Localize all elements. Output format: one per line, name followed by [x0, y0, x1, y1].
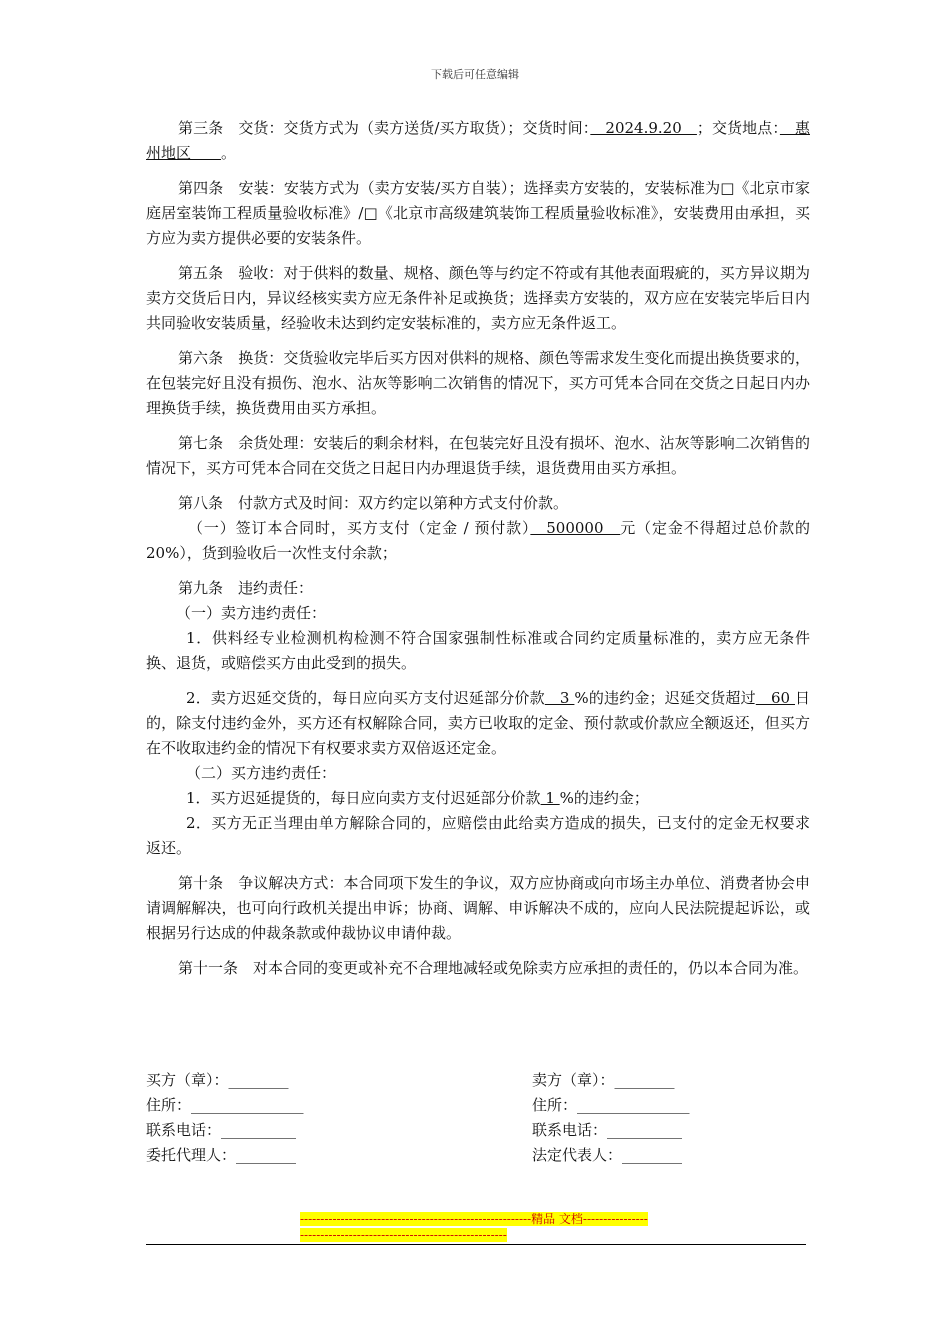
seller-rep-line: 法定代表人：________ — [532, 1146, 683, 1164]
seller-seal-line: 卖方（章）：________ — [532, 1071, 675, 1089]
art9-s2-a: 2．卖方迟延交货的，每日应向买方支付迟延部分价款 — [186, 689, 545, 707]
seller-phone-line: 联系电话：__________ — [532, 1121, 683, 1139]
contract-body — [146, 116, 810, 991]
watermark-footer — [300, 1211, 650, 1243]
article-8-1 — [146, 516, 810, 566]
art8-1-suffix: 元（定金不得超过总价款的20%），货到验收后一次性支付余款； — [146, 519, 810, 562]
article-9-buyer-2: 2．买方无正当理由单方解除合同的，应赔偿由此给卖方造成的损失，已支付的定金无权要求返还。 — [146, 814, 810, 857]
article-7: 第七条 余货处理：安装后的剩余材料，在包装完好且没有损坏、泡水、沾灰等影响二次销售的情况下，买方可凭本合同在交货之日起日内办理退货手续，退货费用由买方承担。 — [146, 434, 810, 477]
article-5: 第五条 验收：对于供料的数量、规格、颜色等与约定不符或有其他表面瑕疵的，买方异议期为卖方交货后日内，异议经核实卖方应无条件补足或换货；选择卖方安装的，双方应在安装完毕后日内共同验收安装质量，经验收未达到约定安装标准的，卖方应无条件返工。 — [146, 264, 810, 332]
footer-text: ---------------------------------------------------------精品 文档------------------------------------------------------------------- — [300, 1212, 648, 1242]
seller-address-line: 住所：_______________ — [532, 1096, 690, 1114]
article-10: 第十条 争议解决方式：本合同项下发生的争议，双方应协商或向市场主办单位、消费者协会申请调解解决，也可向行政机关提出申诉；协商、调解、申诉解决不成的，应向人民法院提起诉讼，或根据另行达成的仲裁条款或仲裁协议申请仲裁。 — [146, 874, 810, 942]
article-9-seller-1: 1．供料经专业检测机构检测不符合国家强制性标准或合同约定质量标准的，卖方应无条件换、退货，或赔偿买方由此受到的损失。 — [146, 629, 810, 672]
signature-block — [146, 1068, 810, 1168]
art8-1-text: （一）签订本合同时，买方支付（定金 / 预付款） — [188, 519, 531, 537]
article-9-seller-2 — [146, 686, 810, 761]
art3-mid: ；交货地点： — [696, 119, 780, 137]
art3-end: 。 — [221, 144, 237, 162]
buyer-address-line: 住所：_______________ — [146, 1096, 304, 1114]
art9-s2-b: %的违约金；迟延交货超过 — [574, 689, 756, 707]
art9-s2-c: 日的，除支付违约金外，买方还有权解除合同，卖方已收取的定金、预付款或价款应全额返还，但买方在不收取违约金的情况下有权要求卖方双倍返还定金。 — [146, 689, 811, 757]
article-9-seller: （一）卖方违约责任： — [176, 604, 327, 622]
delivery-date: 2024.9.20 — [590, 119, 697, 137]
buyer-agent-line: 委托代理人：________ — [146, 1146, 297, 1164]
buyer-seal-line: 买方（章）：________ — [146, 1071, 289, 1089]
seller-penalty-rate: 3 — [544, 689, 575, 707]
delivery-place: 惠州地区 — [146, 119, 810, 162]
art3-text: 第三条 交货：交货方式为（卖方送货/买方取货）；交货时间： — [178, 119, 591, 137]
seller-delay-days: 60 — [755, 689, 795, 707]
article-9-buyer: （二）买方违约责任： — [186, 764, 337, 782]
buyer-phone-line: 联系电话：__________ — [146, 1121, 297, 1139]
payment-amount: 500000 — [530, 519, 621, 537]
article-4: 第四条 安装：安装方式为（卖方安装/买方自装）；选择卖方安装的，安装标准为□《北京市家庭居室装饰工程质量验收标准》/□《北京市高级建筑装饰工程质量验收标准》，安装费用由承担，买方应为卖方提供必要的安装条件。 — [146, 179, 810, 247]
article-9: 第九条 违约责任： — [178, 579, 314, 597]
art9-b1-a: 1．买方迟延提货的，每日应向卖方支付迟延部分价款 — [186, 789, 541, 807]
article-8: 第八条 付款方式及时间：双方约定以第种方式支付价款。 — [178, 494, 569, 512]
footer-divider — [146, 1244, 806, 1245]
page-header: 下载后可任意编辑 — [431, 68, 519, 81]
art9-b1-b: %的违约金； — [559, 789, 649, 807]
buyer-penalty-rate: 1 — [540, 789, 560, 807]
article-9-buyer-1 — [146, 786, 810, 811]
article-3 — [146, 116, 810, 166]
article-6: 第六条 换货：交货验收完毕后买方因对供料的规格、颜色等需求发生变化而提出换货要求的，在包装完好且没有损伤、泡水、沾灰等影响二次销售的情况下，买方可凭本合同在交货之日起日内办理换货手续，换货费用由买方承担。 — [146, 349, 810, 417]
article-11: 第十一条 对本合同的变更或补充不合理地减轻或免除卖方应承担的责任的，仍以本合同为准。 — [178, 959, 809, 977]
